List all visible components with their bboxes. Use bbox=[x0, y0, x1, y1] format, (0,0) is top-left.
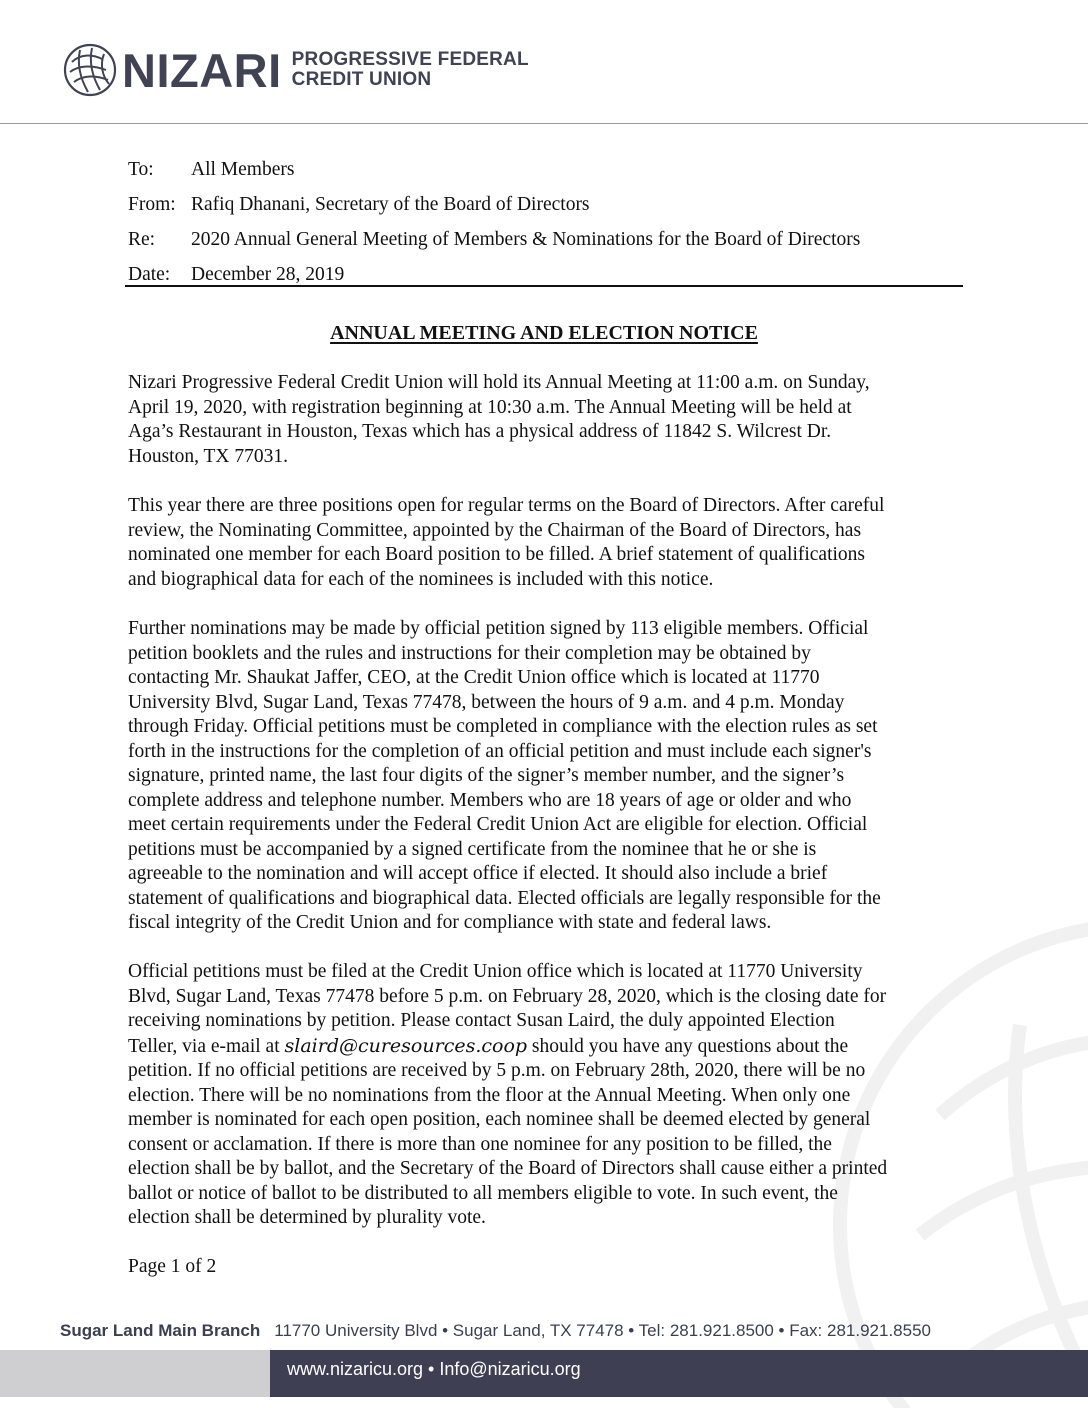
paragraph-line: fiscal integrity of the Credit Union and for compliance with state and federal laws. bbox=[128, 912, 772, 933]
paragraph-line: petitions must be accompanied by a signed certificate from the nominee that he or she is bbox=[128, 838, 817, 860]
footer-address-line bbox=[60, 1321, 931, 1341]
paragraph-line: ballot or notice of ballot to be distributed to all members eligible to vote. In such event, the bbox=[128, 1182, 838, 1204]
paragraph-line: forth in the instructions for the completion of an official petition and must include each signer's bbox=[128, 740, 872, 762]
memo-re-row bbox=[128, 222, 962, 257]
footer-branch-name: Sugar Land Main Branch bbox=[60, 1321, 261, 1340]
paragraph-line: This year there are three positions open for regular terms on the Board of Directors. After careful bbox=[128, 495, 885, 516]
email-line-prefix: Teller, via e-mail at bbox=[128, 1035, 285, 1057]
paragraph-line: petition booklets and the rules and instructions for their completion may be obtained by bbox=[128, 642, 811, 664]
header-divider bbox=[0, 123, 1088, 124]
memo-to-row bbox=[128, 152, 962, 187]
credit-union-logo bbox=[62, 42, 529, 98]
brand-name: NIZARI bbox=[122, 43, 282, 97]
memo-re-label: Re: bbox=[128, 228, 156, 250]
memo-header bbox=[128, 152, 962, 292]
paragraph-line: nominated one member for each Board position to be filled. A brief statement of qualifications bbox=[128, 544, 866, 565]
brand-subtitle-line-2: CREDIT UNION bbox=[291, 69, 432, 90]
brand-subtitle bbox=[292, 50, 529, 90]
paragraph-line: petition. If no official petitions are received by 5 p.m. on February 28th, 2020, there will be no bbox=[128, 1060, 866, 1081]
paragraph-line: Houston, TX 77031. bbox=[128, 445, 288, 467]
paragraph-line: election shall be by ballot, and the Secretary of the Board of Directors shall cause either a printed bbox=[128, 1158, 888, 1179]
paragraph-filing bbox=[128, 960, 968, 1231]
paragraph-line: Aga’s Restaurant in Houston, Texas which has a physical address of 11842 S. Wilcrest Dr. bbox=[128, 421, 832, 442]
paragraph-line: review, the Nominating Committee, appointed by the Chairman of the Board of Directors, has bbox=[128, 519, 862, 541]
notice-title: ANNUAL MEETING AND ELECTION NOTICE bbox=[330, 322, 758, 344]
paragraph-line: University Blvd, Sugar Land, Texas 77478, between the hours of 9 a.m. and 4 p.m. Monday bbox=[128, 691, 845, 713]
paragraph-line: Blvd, Sugar Land, Texas 77478 before 5 p.m. on February 28, 2020, which is the closing date for bbox=[128, 985, 887, 1007]
footer-website-email[interactable]: www.nizaricu.org • Info@nizaricu.org bbox=[287, 1359, 581, 1379]
paragraph-line: April 19, 2020, with registration beginning at 10:30 a.m. The Annual Meeting will be held at bbox=[128, 396, 852, 418]
election-teller-email-link[interactable]: slaird@curesources.coop bbox=[284, 1034, 528, 1057]
paragraph-line: election. There will be no nominations from the floor at the Annual Meeting. When only one bbox=[128, 1084, 851, 1106]
paragraph-line: consent or acclamation. If there is more than one nominee for any position to be filled, the bbox=[128, 1133, 832, 1155]
paragraph-line: Nizari Progressive Federal Credit Union will hold its Annual Meeting at 11:00 a.m. on Sunday, bbox=[128, 372, 870, 393]
paragraph-line: contacting Mr. Shaukat Jaffer, CEO, at the Credit Union office which is located at 11770 bbox=[128, 667, 820, 688]
memo-to-value: All Members bbox=[191, 158, 295, 180]
paragraph-line-with-email bbox=[128, 1034, 968, 1060]
paragraph-line: Official petitions must be filed at the Credit Union office which is located at 11770 University bbox=[128, 961, 863, 982]
page-number: Page 1 of 2 bbox=[128, 1256, 217, 1277]
paragraph-line: election shall be determined by plurality vote. bbox=[128, 1207, 486, 1228]
paragraph-line: Further nominations may be made by official petition signed by 113 eligible members. Official bbox=[128, 618, 869, 639]
email-line-suffix: should you have any questions about the bbox=[527, 1035, 849, 1057]
paragraph-meeting bbox=[128, 371, 968, 469]
paragraph-line: statement of qualifications and biographical data. Elected officials are legally responsible for the bbox=[128, 887, 881, 909]
memo-date-label: Date: bbox=[128, 263, 171, 285]
memo-to-label: To: bbox=[128, 158, 154, 180]
memo-date-value: December 28, 2019 bbox=[191, 263, 345, 285]
paragraph-line: meet certain requirements under the Federal Credit Union Act are eligible for election. Official bbox=[128, 814, 868, 835]
paragraph-line: member is nominated for each open position, each nominee shall be deemed elected by general bbox=[128, 1109, 871, 1130]
interlocking-hands-icon bbox=[62, 42, 120, 98]
paragraph-nominations bbox=[128, 617, 968, 936]
paragraph-line: receiving nominations by petition. Please contact Susan Laird, the duly appointed Election bbox=[128, 1010, 835, 1031]
memo-from-value: Rafiq Dhanani, Secretary of the Board of Directors bbox=[191, 193, 590, 215]
memo-divider bbox=[125, 285, 963, 287]
paragraph-line: through Friday. Official petitions must be completed in compliance with the election rules as set bbox=[128, 716, 878, 737]
memo-from-label: From: bbox=[128, 193, 176, 215]
paragraph-line: and biographical data for each of the nominees is included with this notice. bbox=[128, 568, 714, 590]
memo-re-value: 2020 Annual General Meeting of Members & Nominations for the Board of Directors bbox=[191, 228, 861, 250]
memo-from-row bbox=[128, 187, 962, 222]
paragraph-line: complete address and telephone number. Members who are 18 years of age or older and who bbox=[128, 789, 852, 811]
footer-address: 11770 University Blvd • Sugar Land, TX 77478 • Tel: 281.921.8500 • Fax: 281.921.8550 bbox=[274, 1321, 931, 1340]
paragraph-line: agreeable to the nomination and will accept office if elected. It should also include a brief bbox=[128, 863, 828, 884]
brand-subtitle-line-1: PROGRESSIVE FEDERAL bbox=[291, 49, 529, 70]
paragraph-positions bbox=[128, 494, 968, 592]
paragraph-line: signature, printed name, the last four digits of the signer’s member number, and the signer’s bbox=[128, 765, 845, 786]
footer-bar-accent bbox=[0, 1350, 270, 1397]
